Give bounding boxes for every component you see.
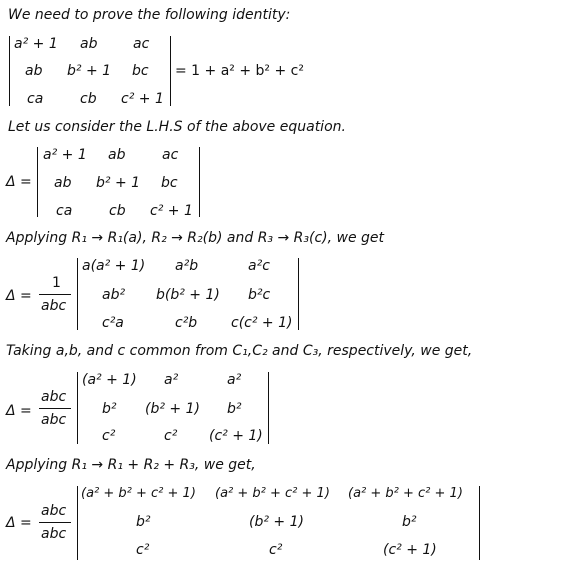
det-cell: a(a² + 1) [82,258,146,274]
det-cell: (c² + 1) [209,428,263,444]
fraction-numerator: 1 [52,275,61,291]
fraction-numerator: abc [41,503,67,519]
fraction-line [39,294,71,295]
det-cell: c² + 1 [150,203,193,219]
det-cell: b² [227,401,242,417]
det-cell: cb [80,91,97,107]
det-cell: c² [164,428,178,444]
fraction-denominator: abc [41,412,67,428]
fraction-line [39,522,71,523]
intro-text: We need to prove the following identity: [8,7,291,23]
det-cell: (a² + 1) [82,372,137,388]
delta-label: Δ = [6,515,32,531]
det-left-bar [77,258,78,330]
det-cell: cb [109,203,126,219]
det-cell: c² + 1 [121,91,164,107]
det-cell: (b² + 1) [145,401,200,417]
delta-label: Δ = [6,288,32,304]
det-right-bar [170,36,171,106]
det-cell: c²b [175,315,198,331]
fraction-denominator: abc [41,526,67,542]
det-cell: c² [102,428,116,444]
det-cell: ac [133,36,150,52]
det-cell: ac [162,147,179,163]
det-cell: ca [56,203,73,219]
det-cell: b² + 1 [67,63,112,79]
det-right-bar [479,486,480,560]
det-cell: (b² + 1) [249,514,304,530]
det-cell: (a² + b² + c² + 1) [215,486,330,501]
det-cell: a² + 1 [43,147,87,163]
det-cell: c² [269,542,283,558]
det-cell: b² [102,401,117,417]
det-cell: b(b² + 1) [156,287,220,303]
det-cell: ab [108,147,126,163]
det-cell: a²b [175,258,199,274]
det-cell: ab [25,63,43,79]
identity-rhs: = 1 + a² + b² + c² [175,63,304,79]
step1-text: Applying R₁ → R₁(a), R₂ → R₂(b) and R₃ → R₃(c), we get [6,230,385,246]
det-cell: c(c² + 1) [231,315,293,331]
consider-text: Let us consider the L.H.S of the above equation. [8,119,346,135]
det-cell: bc [161,175,178,191]
det-cell: a² [164,372,179,388]
det-cell: a²c [248,258,270,274]
fraction-numerator: abc [41,389,67,405]
step3-text: Applying R₁ → R₁ + R₂ + R₃, we get, [6,457,256,473]
step2-text: Taking a,b, and c common from C₁,C₂ and C₃, respectively, we get, [6,343,473,359]
det-cell: ab² [102,287,126,303]
det-cell: a² + 1 [14,36,58,52]
det-right-bar [199,147,200,217]
delta-label: Δ = [6,403,32,419]
det-left-bar [37,147,38,217]
det-left-bar [9,36,10,106]
fraction-denominator: abc [41,298,67,314]
det-right-bar [298,258,299,330]
det-cell: b²c [248,287,271,303]
det-cell: a² [227,372,242,388]
det-cell: b² [136,514,151,530]
det-cell: (a² + b² + c² + 1) [348,486,463,501]
det-cell: b² + 1 [96,175,141,191]
det-cell: ab [54,175,72,191]
det-cell: (a² + b² + c² + 1) [81,486,196,501]
det-cell: c²a [102,315,124,331]
fraction-line [39,408,71,409]
det-cell: bc [132,63,149,79]
det-right-bar [268,372,269,444]
det-cell: (c² + 1) [383,542,437,558]
det-cell: ab [80,36,98,52]
delta-label: Δ = [6,174,32,190]
det-left-bar [77,486,78,560]
det-cell: b² [402,514,417,530]
det-cell: ca [27,91,44,107]
det-left-bar [77,372,78,444]
det-cell: c² [136,542,150,558]
